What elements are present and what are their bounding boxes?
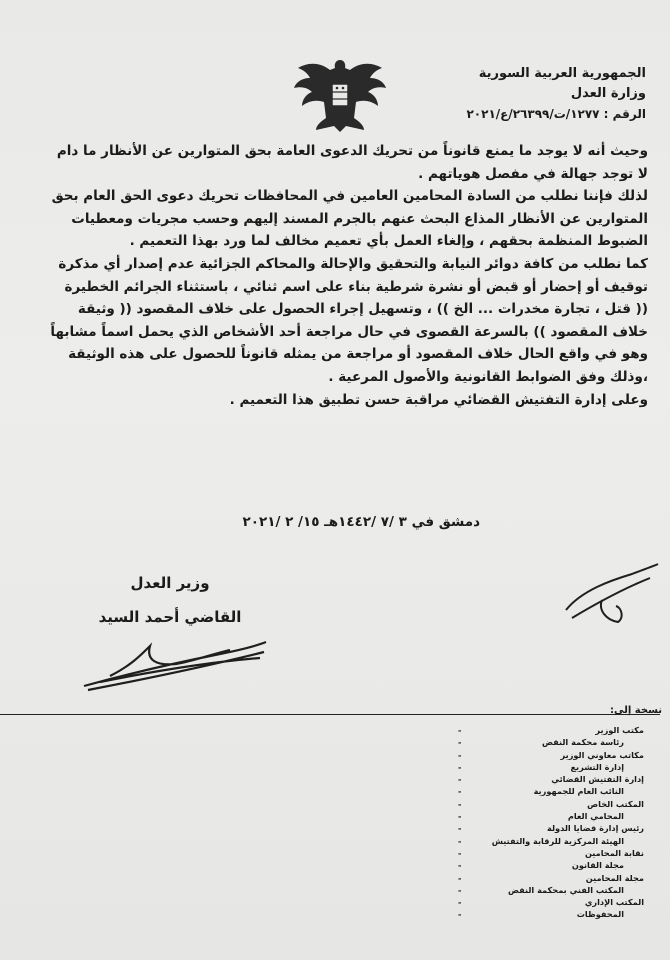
cc-item-label: مجلة القانون xyxy=(571,860,624,871)
cc-heading: نسخة إلى: xyxy=(610,705,662,716)
list-item: مجلة المحامين - xyxy=(458,872,644,883)
list-item: رئيس إدارة قضايا الدولة - xyxy=(458,823,644,834)
list-item: إدارة التشريع - xyxy=(458,761,624,772)
body-line: خلاف المقصود )) بالسرعة القصوى في حال مراجعة أحد الأشخاص الذي يحمل اسماً مشابهاً xyxy=(50,323,648,340)
list-item: النائب العام للجمهورية - xyxy=(458,786,624,797)
cc-item-label: الهيئة المركزية للرقابة والتفتيش xyxy=(491,835,624,846)
cc-item-label: مجلة المحامين xyxy=(585,872,644,883)
body-line: توقيف أو إحضار أو قبض أو نشرة شرطية بناء على اسم ثنائي ، باستثناء الجرائم الخطيرة xyxy=(64,278,648,295)
body-line: ،وذلك وفق الضوابط القانونية والأصول المرعية . xyxy=(328,368,648,385)
body-line: (( قتل ، تجارة مخدرات ... الخ )) ، وتسهيل إجراء الحصول على خلاف المقصود (( وثيقة xyxy=(77,301,648,318)
list-item: الهيئة المركزية للرقابة والتفتيش - xyxy=(458,835,624,846)
cc-item-label: رئيس إدارة قضايا الدولة xyxy=(546,823,644,834)
list-item: المحامي العام - xyxy=(458,811,624,822)
cc-item-label: مكاتب معاوني الوزير xyxy=(560,749,644,760)
body-line: الضبوط المنظمة بحقهم ، وإلغاء العمل بأي تعميم مخالف لما ورد بهذا التعميم . xyxy=(129,233,648,250)
list-item: رئاسة محكمة النقض - xyxy=(458,737,624,748)
list-item: مكاتب معاوني الوزير - xyxy=(458,749,644,760)
cc-item-label: المحامي العام xyxy=(567,811,624,822)
body-line: وهو في واقع الحال خلاف المقصود أو مراجعة من يمثله قانوناً للحصول على هذه الوثيقة xyxy=(68,346,648,363)
minister-title: وزير العدل xyxy=(130,574,210,592)
cc-item-label: المكتب الفني بمحكمة النقض xyxy=(507,884,624,895)
cc-item-label: نقابة المحامين xyxy=(584,847,644,858)
cc-item-label: المكتب الإداري xyxy=(584,897,644,908)
list-item: مجلة القانون - xyxy=(458,860,624,871)
eagle-emblem-icon xyxy=(290,56,390,134)
list-item: المكتب الإداري - xyxy=(458,897,644,908)
cc-list xyxy=(332,724,652,921)
list-item: المحفوظات - xyxy=(458,909,624,920)
cc-item-label: النائب العام للجمهورية xyxy=(533,786,624,797)
cc-item-label: المكتب الخاص xyxy=(587,798,644,809)
list-item: إدارة التفتيش القضائي - xyxy=(458,774,644,785)
body-line: لذلك فإننا نطلب من السادة المحامين العامين في المحافظات تحريك دعوى الحق العام بحق xyxy=(51,188,648,205)
reference-number: الرقم : ١٢٧٧/ت/٢٦٣٩٩/ع/٢٠٢١ xyxy=(466,107,646,121)
body-line: لا توجد جهالة في مفصل هوياتهم . xyxy=(418,165,648,182)
list-item: نقابة المحامين - xyxy=(458,847,644,858)
list-item: المكتب الفني بمحكمة النقض - xyxy=(458,884,624,895)
signature-mark-icon xyxy=(562,560,662,630)
signature-block xyxy=(90,566,250,634)
republic-name: الجمهورية العربية السورية xyxy=(478,66,646,81)
minister-name: القاضي أحمد السيد xyxy=(98,608,242,626)
list-item: مكتب الوزير - xyxy=(458,725,644,735)
cc-item-label: مكتب الوزير xyxy=(595,725,644,735)
cc-item-label: إدارة التفتيش القضائي xyxy=(551,774,644,785)
ministry-name: وزارة العدل xyxy=(570,86,646,101)
date-line: دمشق في ٣ /٧ /١٤٤٢هـ ١٥/ ٢ /٢٠٢١ xyxy=(242,514,480,530)
body-line: وعلى إدارة التفتيش القضائي مراقبة حسن تطبيق هذا التعميم . xyxy=(229,391,648,408)
divider xyxy=(0,714,660,715)
body-line: المتوارين عن الأنظار المذاع البحث عنهم بالجرم المسند إليهم وحسب مجريات ومعطيات xyxy=(71,210,648,227)
signature-icon xyxy=(80,636,270,696)
cc-item-label: إدارة التشريع xyxy=(570,761,624,772)
letterhead xyxy=(426,64,646,124)
letter-body xyxy=(18,140,648,411)
cc-item-label: رئاسة محكمة النقض xyxy=(541,737,624,748)
cc-item-label: المحفوظات xyxy=(576,909,624,920)
body-line: وحيث أنه لا يوجد ما يمنع قانوناً من تحريك الدعوى العامة بحق المتوارين عن الأنظار ما دام xyxy=(56,143,648,159)
body-line: كما نطلب من كافة دوائر النيابة والتحقيق والإحالة والمحاكم الجزائية عدم إصدار أي مذكرة xyxy=(58,255,648,272)
list-item: المكتب الخاص - xyxy=(458,798,644,809)
